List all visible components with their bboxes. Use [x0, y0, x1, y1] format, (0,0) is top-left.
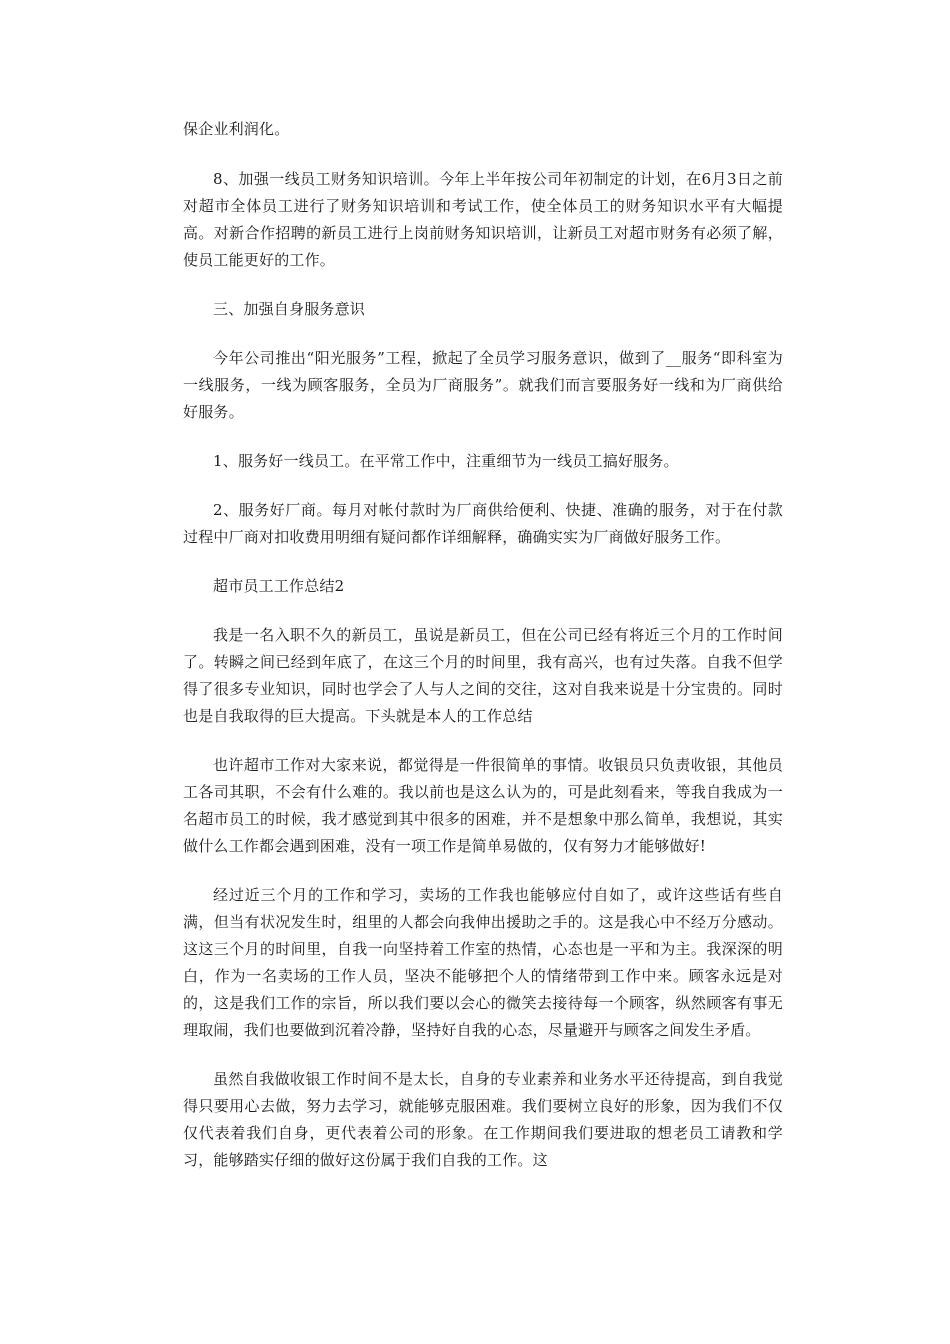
paragraph-three-months: 经过近三个月的工作和学习，卖场的工作我也能够应付自如了，或许这些话有些自满，但当有状况发生时，组里的人都会向我伸出援助之手的。这是我心中不经万分感动。这这三个月的时间里，自我一向坚持着工作室的热情，心态也是一平和为主。我深深的明白，作为一名卖场的工作人员，坚决不能够把个人的情绪带到工作中来。顾客永远是对的，这是我们工作的宗旨，所以我们要以会心的微笑去接待每一个顾客，纵然顾客有事无理取闹，我们也要做到沉着冷静，坚持好自我的心态，尽量避开与顾客之间发生矛盾。: [183, 886, 783, 1039]
paragraph-cashier-work: 虽然自我做收银工作时间不是太长，自身的专业素养和业务水平还待提高，到自我觉得只要用心去做，努力去学习，就能够克服困难。我们要树立良好的形象，因为我们不仅仅代表着我们自身，更代表着公司的形象。在工作期间我们要进取的想老员工请教和学习，能够踏实仔细的做好这份属于我们自我的工作。这: [183, 1070, 783, 1169]
paragraph-new-employee: 我是一名入职不久的新员工，虽说是新员工，但在公司已经有将近三个月的工作时间了。转瞬之间已经到年底了，在这三个月的时间里，我有高兴，也有过失落。自我不但学得了很多专业知识，同时也学会了人与人之间的交往，这对自我来说是十分宝贵的。同时也是自我取得的巨大提高。下头就是本人的工作总结: [183, 626, 783, 725]
section-heading-service-awareness: 三、加强自身服务意识: [213, 300, 366, 318]
paragraph-continuation: 保企业利润化。: [183, 120, 290, 138]
document-page: [183, 116, 783, 1174]
paragraph-serve-vendors: 2、服务好厂商。每月对帐付款时为厂商供给便利、快捷、准确的服务，对于在付款过程中厂商对扣收费用明细有疑问都作详细解释，确确实实为厂商做好服务工作。: [183, 501, 783, 546]
paragraph-serve-frontline: 1、服务好一线员工。在平常工作中，注重细节为一线员工搞好服务。: [213, 452, 679, 470]
document-subtitle: 超市员工工作总结2: [213, 577, 345, 595]
paragraph-finance-training: 8、加强一线员工财务知识培训。今年上半年按公司年初制定的计划，在6月3日之前对超市全体员工进行了财务知识培训和考试工作，使全体员工的财务知识水平有大幅提高。对新合作招聘的新员工进行上岗前财务知识培训，让新员工对超市财务有必须了解，使员工能更好的工作。: [183, 170, 783, 269]
paragraph-sunshine-service: 今年公司推出“阳光服务”工程，掀起了全员学习服务意识，做到了__服务“即科室为一线服务，一线为顾客服务，全员为厂商服务”。就我们而言要服务好一线和为厂商供给好服务。: [183, 349, 783, 421]
paragraph-supermarket-work: 也许超市工作对大家来说，都觉得是一件很简单的事情。收银员只负责收银，其他员工各司其职，不会有什么难的。我以前也是这么认为的，可是此刻看来，等我自我成为一名超市员工的时候，我才感觉到其中很多的困难，并不是想象中那么简单，我想说，其实做什么工作都会遇到困难，没有一项工作是简单易做的，仅有努力才能够做好!: [183, 756, 783, 855]
